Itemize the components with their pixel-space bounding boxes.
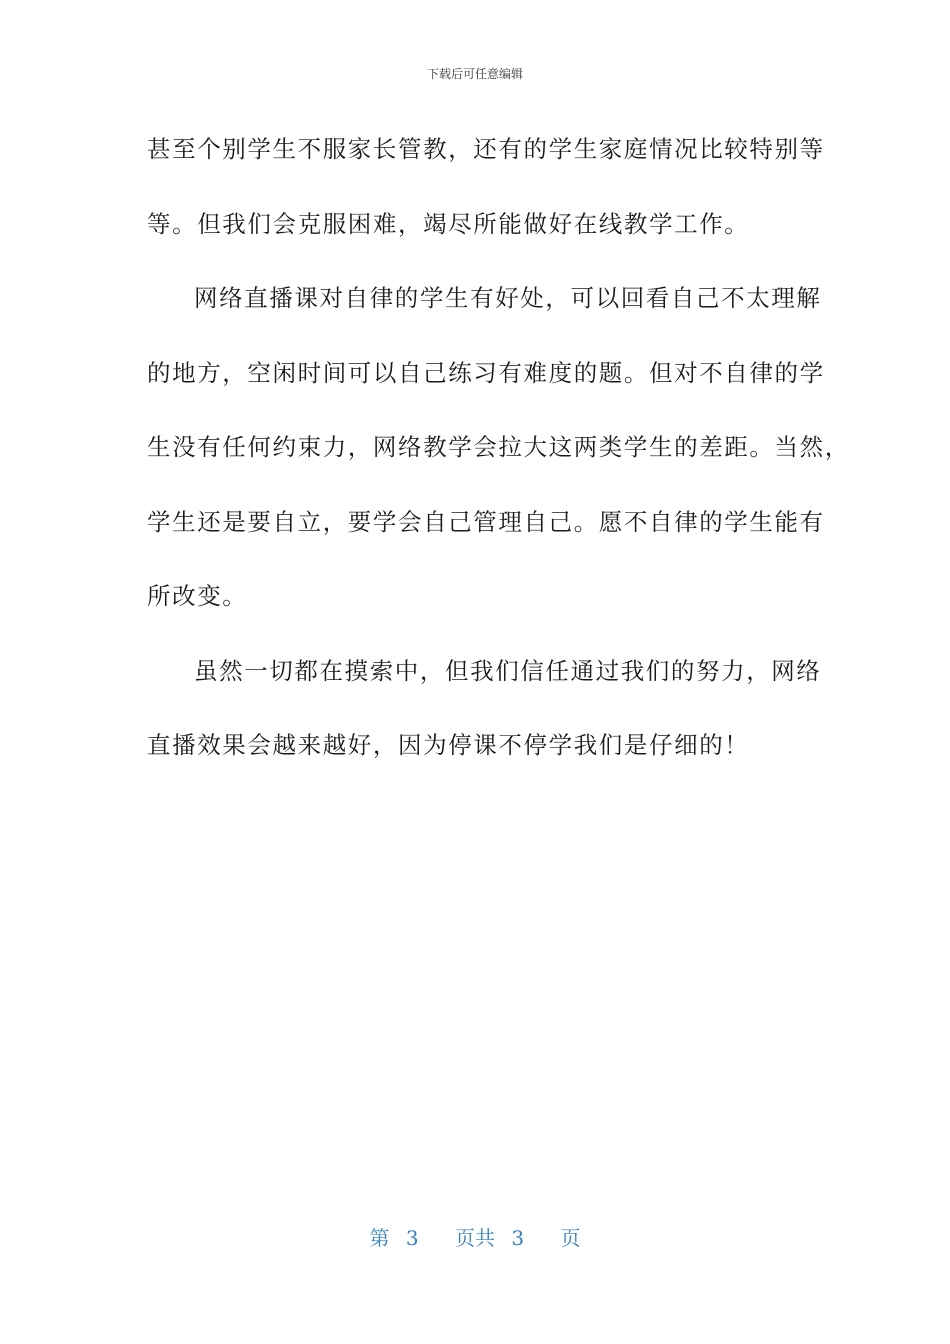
paragraph-3-line-1: 虽然一切都在摸索中，但我们信任通过我们的努力，网络 — [194, 656, 822, 685]
paragraph-3-line-2: 直播效果会越来越好，因为停课不停学我们是仔细的！ — [147, 731, 750, 759]
page-header — [0, 66, 950, 82]
page-footer — [0, 1224, 950, 1252]
header-text: 下载后可任意编辑 — [426, 67, 523, 81]
footer-prefix: 第 — [369, 1226, 390, 1250]
paragraph-2-line-5: 所改变。 — [147, 582, 248, 610]
paragraph-1-line-1: 甚至个别学生不服家长管教，还有的学生家庭情况比较特别等 — [147, 135, 825, 163]
paragraph-2-line-1: 网络直播课对自律的学生有好处，可以回看自己不太理解 — [194, 284, 822, 312]
paragraph-1-line-2: 等。但我们会克服困难，竭尽所能做好在线教学工作。 — [147, 209, 750, 238]
footer-total-pages: 3 — [511, 1226, 525, 1250]
paragraph-2-line-4: 学生还是要自立，要学会自己管理自己。愿不自律的学生能有 — [147, 507, 825, 536]
footer-middle: 页共 — [455, 1226, 495, 1250]
document-body — [147, 112, 850, 783]
footer-current-page: 3 — [405, 1226, 419, 1250]
paragraph-2-line-2: 的地方，空闲时间可以自己练习有难度的题。但对不自律的学 — [147, 358, 825, 387]
paragraph-2-line-3: 生没有任何约束力，网络教学会拉大这两类学生的差距。当然， — [147, 433, 850, 461]
footer-suffix: 页 — [560, 1226, 581, 1250]
